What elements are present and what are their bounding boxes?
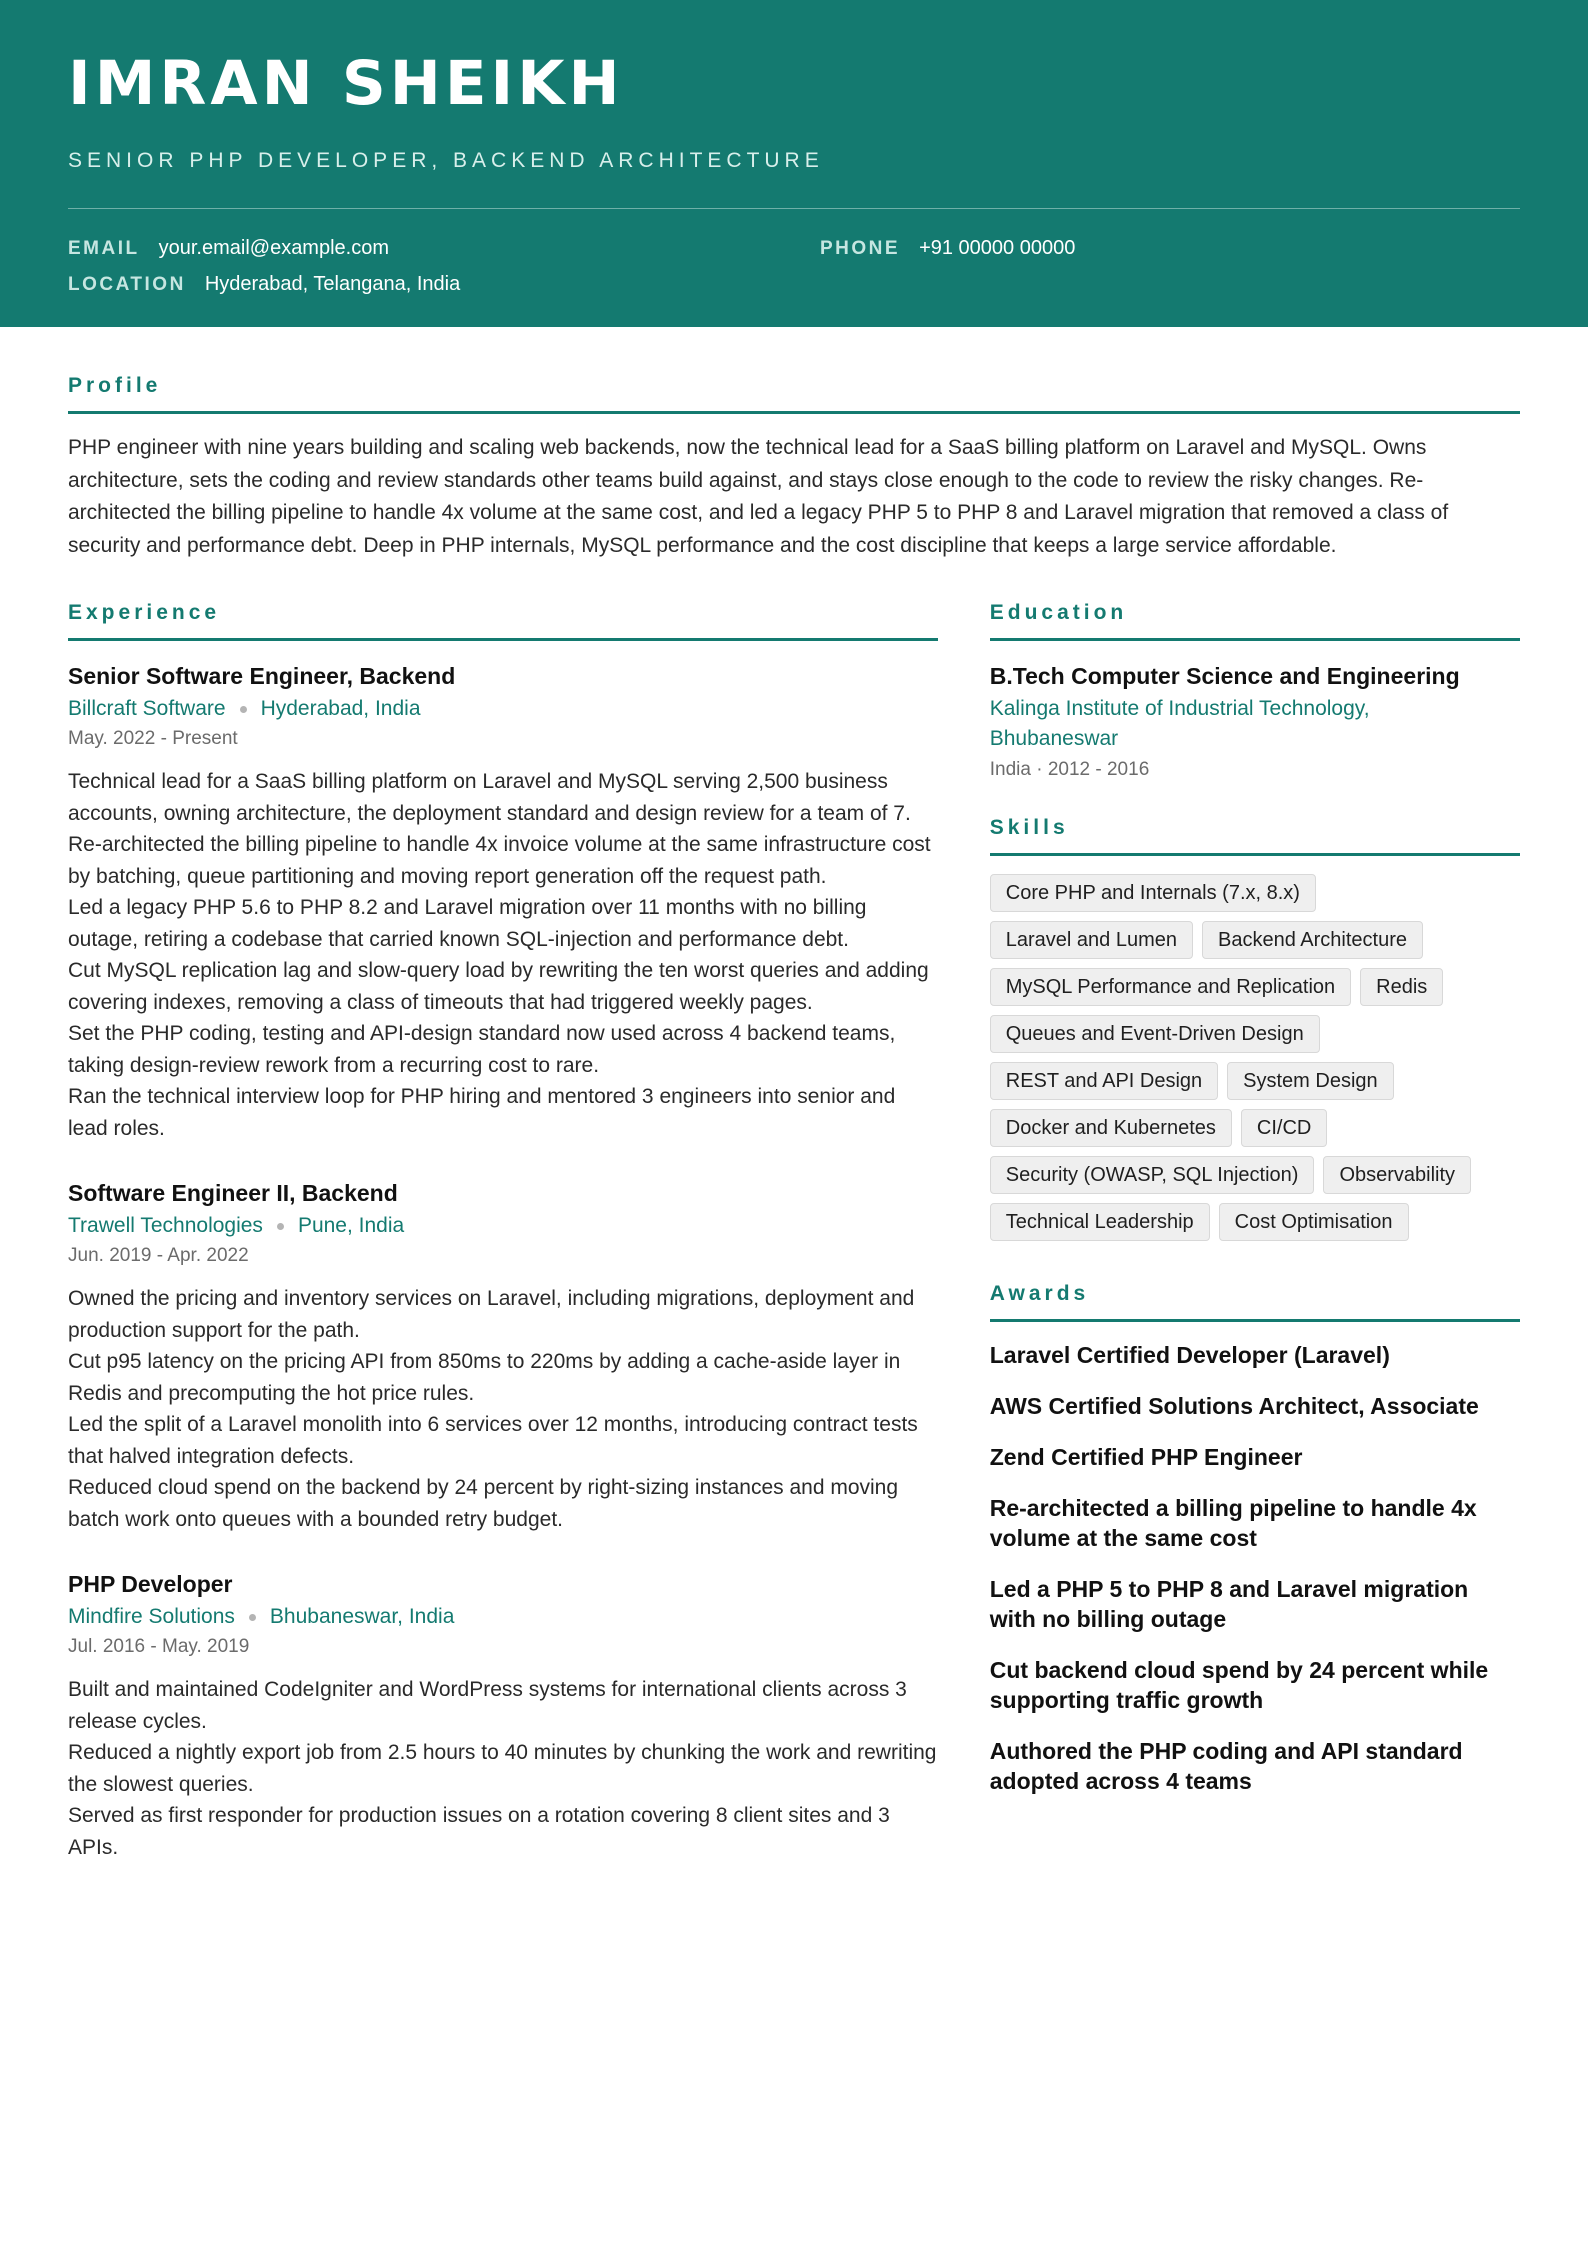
skill-chip: Laravel and Lumen — [990, 921, 1193, 959]
job-meta — [68, 694, 938, 724]
job-location: Hyderabad, India — [260, 697, 421, 720]
profile-section — [68, 373, 1520, 562]
job-bullet: Owned the pricing and inventory services on Laravel, including migrations, deployment and production support for the path. — [68, 1287, 915, 1342]
education-entry — [990, 661, 1520, 785]
job-company: Mindfire Solutions — [68, 1605, 235, 1628]
contact-phone — [820, 237, 1075, 260]
award-item: Cut backend cloud spend by 24 percent while supporting traffic growth — [989, 1657, 1489, 1713]
resume-body — [0, 373, 1588, 1863]
award-item: Re-architected a billing pipeline to handle 4x volume at the same cost — [989, 1495, 1477, 1551]
job-bullets — [68, 766, 938, 1144]
experience-heading: Experience — [68, 600, 938, 641]
skill-chip: REST and API Design — [990, 1062, 1218, 1100]
skill-chip: Redis — [1360, 968, 1443, 1006]
job-bullet: Cut p95 latency on the pricing API from 850ms to 220ms by adding a cache-aside layer in Redis and precomputing the hot price rules. — [68, 1350, 901, 1405]
skill-chip: Observability — [1323, 1156, 1471, 1194]
job-dates: May. 2022 - Present — [68, 728, 238, 749]
job-company: Trawell Technologies — [68, 1214, 263, 1237]
separator-dot-icon — [240, 706, 247, 713]
skills-heading: Skills — [990, 815, 1520, 856]
candidate-title: SENIOR PHP DEVELOPER, BACKEND ARCHITECTURE — [68, 149, 824, 172]
education-heading: Education — [990, 600, 1520, 641]
job-bullet: Led the split of a Laravel monolith into 6 services over 12 months, introducing contract tests that halved integration defects. — [68, 1413, 918, 1468]
job-bullet: Led a legacy PHP 5.6 to PHP 8.2 and Laravel migration over 11 months with no billing outage, retiring a codebase that carried known SQL-injection and performance debt. — [68, 896, 867, 951]
skills-section — [990, 815, 1520, 1241]
awards-heading: Awards — [990, 1281, 1520, 1322]
job-meta — [68, 1211, 938, 1241]
job-bullet: Re-architected the billing pipeline to handle 4x invoice volume at the same infrastructure cost by batching, queue partitioning and moving report generation off the request path. — [68, 833, 931, 888]
job-bullet: Reduced a nightly export job from 2.5 hours to 40 minutes by chunking the work and rewriting the slowest queries. — [68, 1741, 937, 1796]
skill-chip: Docker and Kubernetes — [990, 1109, 1232, 1147]
skill-chip: CI/CD — [1241, 1109, 1327, 1147]
separator-dot-icon — [277, 1223, 284, 1230]
email-value: your.email@example.com — [158, 237, 389, 259]
skill-chip: Cost Optimisation — [1219, 1203, 1409, 1241]
education-section — [990, 600, 1520, 785]
skill-chip: Queues and Event-Driven Design — [990, 1015, 1320, 1053]
email-label: EMAIL — [68, 238, 140, 259]
location-value: Hyderabad, Telangana, India — [204, 273, 461, 295]
job-title: Software Engineer II, Backend — [68, 1180, 398, 1206]
two-column-layout — [68, 600, 1520, 1863]
job-entry — [68, 1569, 938, 1863]
education-degree: B.Tech Computer Science and Engineering — [989, 663, 1460, 689]
job-meta — [68, 1602, 938, 1632]
job-entry — [68, 661, 938, 1144]
job-bullet: Ran the technical interview loop for PHP hiring and mentored 3 engineers into senior and lead roles. — [68, 1085, 896, 1140]
awards-section — [990, 1281, 1520, 1796]
award-item: Authored the PHP coding and API standard adopted across 4 teams — [989, 1738, 1463, 1794]
skill-chip: Backend Architecture — [1202, 921, 1423, 959]
resume-header — [0, 0, 1588, 327]
award-item: AWS Certified Solutions Architect, Associate — [989, 1393, 1479, 1419]
education-school: Kalinga Institute of Industrial Technology, Bhubaneswar — [989, 697, 1370, 750]
education-meta: India · 2012 - 2016 — [989, 759, 1150, 780]
job-bullet: Built and maintained CodeIgniter and WordPress systems for international clients across 3 release cycles. — [68, 1678, 907, 1733]
job-location: Pune, India — [297, 1214, 405, 1237]
job-entry — [68, 1178, 938, 1535]
job-bullet: Cut MySQL replication lag and slow-query load by rewriting the ten worst queries and adding covering indexes, removing a class of timeouts that had triggered weekly pages. — [68, 959, 929, 1014]
header-divider — [68, 208, 1520, 209]
award-item: Led a PHP 5 to PHP 8 and Laravel migration with no billing outage — [989, 1576, 1469, 1632]
location-label: LOCATION — [68, 274, 186, 295]
job-title: PHP Developer — [68, 1571, 233, 1597]
right-column — [990, 600, 1520, 1863]
separator-dot-icon — [249, 1614, 256, 1621]
skill-chip: Technical Leadership — [990, 1203, 1210, 1241]
phone-value: +91 00000 00000 — [919, 237, 1076, 259]
job-dates: Jul. 2016 - May. 2019 — [68, 1636, 250, 1657]
job-company: Billcraft Software — [68, 697, 226, 720]
skills-list — [990, 874, 1510, 1241]
job-location: Bhubaneswar, India — [269, 1605, 455, 1628]
contact-block — [68, 237, 1520, 317]
job-bullets — [68, 1283, 938, 1535]
job-bullets — [68, 1674, 938, 1863]
award-item: Laravel Certified Developer (Laravel) — [989, 1342, 1390, 1368]
job-bullet: Technical lead for a SaaS billing platform on Laravel and MySQL serving 2,500 business accounts, owning architecture, the deployment standard and design review for a team of 7. — [68, 770, 911, 825]
award-item: Zend Certified PHP Engineer — [989, 1444, 1303, 1470]
awards-list — [990, 1340, 1520, 1796]
profile-heading: Profile — [68, 373, 1520, 414]
job-dates: Jun. 2019 - Apr. 2022 — [68, 1245, 249, 1266]
contact-location — [68, 273, 460, 296]
skill-chip: System Design — [1227, 1062, 1394, 1100]
contact-email — [68, 237, 389, 260]
profile-text: PHP engineer with nine years building and scaling web backends, now the technical lead for a SaaS billing platform on Laravel and MySQL. Owns architecture, sets the coding and review standards other teams build against, and stays close enough to the code to review the risky changes. Re-architected the billing pipeline to handle 4x volume at the same cost, and led a legacy PHP 5 to PHP 8 and Laravel migration that removed a class of security and performance debt. Deep in PHP internals, MySQL performance and the cost discipline that keeps a large service affordable. — [68, 436, 1449, 557]
job-bullet: Served as first responder for production issues on a rotation covering 8 client sites and 3 APIs. — [68, 1804, 890, 1859]
job-title: Senior Software Engineer, Backend — [68, 663, 456, 689]
job-bullet: Reduced cloud spend on the backend by 24 percent by right-sizing instances and moving batch work onto queues with a bounded retry budget. — [68, 1476, 899, 1531]
left-column — [68, 600, 938, 1863]
job-bullet: Set the PHP coding, testing and API-design standard now used across 4 backend teams, taking design-review rework from a recurring cost to rare. — [68, 1022, 896, 1077]
skill-chip: MySQL Performance and Replication — [990, 968, 1351, 1006]
candidate-name: IMRAN SHEIKH — [68, 48, 624, 119]
skill-chip: Security (OWASP, SQL Injection) — [990, 1156, 1315, 1194]
phone-label: PHONE — [820, 238, 901, 259]
skill-chip: Core PHP and Internals (7.x, 8.x) — [990, 874, 1316, 912]
